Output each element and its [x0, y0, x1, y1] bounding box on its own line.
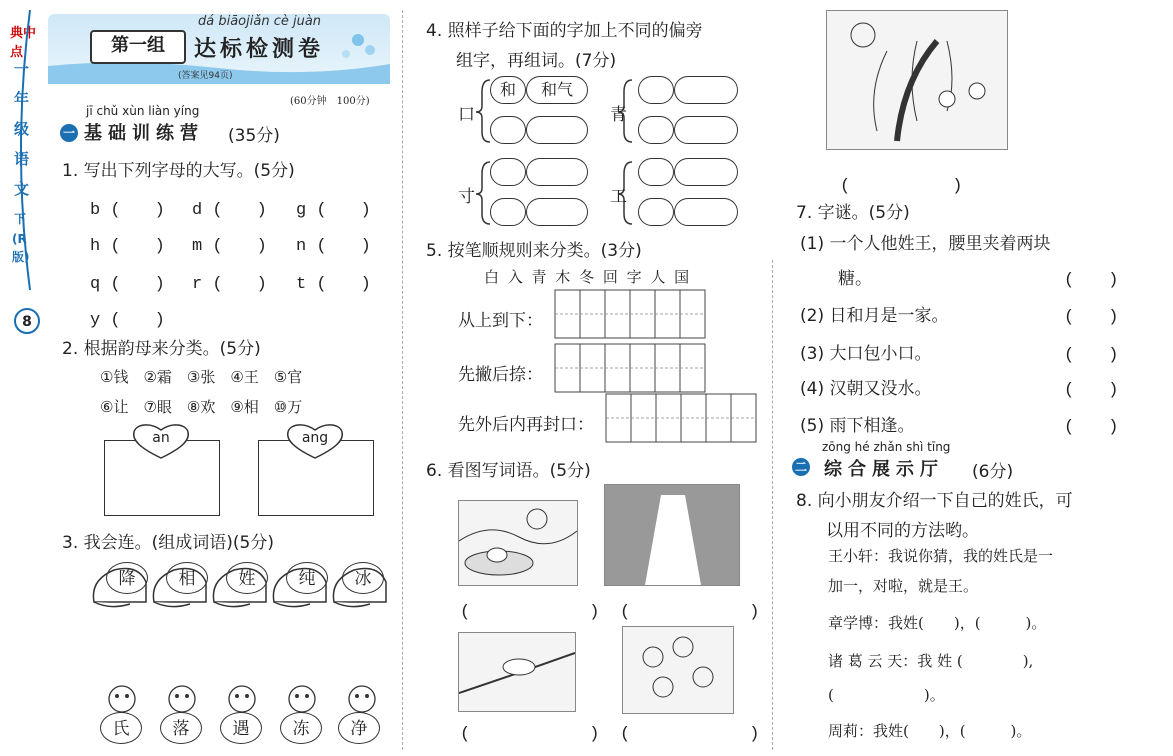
- section2-icon: 二: [792, 458, 810, 476]
- q8-text-line1: 8. 向小朋友介绍一下自己的姓氏，可: [796, 491, 1073, 511]
- side-char: 一: [14, 60, 30, 78]
- q7-answer-blank[interactable]: ( ): [1064, 418, 1119, 437]
- q4-radical-example: 和: [490, 76, 526, 104]
- willow-children-picture: [826, 10, 1008, 150]
- q7-text: 7. 字谜。(5分): [796, 203, 910, 223]
- bird-on-branch-picture: [458, 632, 576, 712]
- q2-chars-row2: ⑥让 ⑦眼 ⑧欢 ⑨相 ⑩万: [100, 398, 303, 416]
- q1-item[interactable]: r ( ): [192, 275, 267, 294]
- q5-text: 5. 按笔顺规则来分类。(3分): [426, 241, 642, 261]
- title-pinyin: dá biāojiǎn cè juàn: [198, 14, 322, 29]
- side-char: 级: [14, 120, 30, 138]
- q2-chars-row1: ①钱 ②霜 ③张 ④王 ⑤官: [100, 368, 303, 386]
- q4-char: 寸: [458, 187, 475, 207]
- q7-item: (1) 一个人他姓王，腰里夹着两块: [800, 234, 1051, 254]
- q3-bottom-char[interactable]: 净: [338, 712, 380, 744]
- q7-item: (2) 日和月是一家。: [800, 306, 949, 326]
- q7-item: (4) 汉朝又没水。: [800, 379, 932, 399]
- q5-row-label: 先外后内再封口：: [458, 415, 594, 435]
- q4-word-input[interactable]: [674, 198, 738, 226]
- answer-reference: (答案见94页): [178, 71, 233, 81]
- q3-bottom-char[interactable]: 氏: [100, 712, 142, 744]
- section1-score: (35分): [228, 126, 280, 146]
- section2-score: (6分): [972, 462, 1014, 482]
- q6-text: 6. 看图写词语。(5分): [426, 461, 591, 481]
- q5-chars: 白 入 青 木 冬 回 字 人 国: [484, 268, 692, 286]
- q8-answer-line[interactable]: 章学博：我姓( )，( )。: [828, 614, 1047, 632]
- q5-row-label: 从上到下：: [458, 311, 543, 331]
- q3-top-char[interactable]: 纯: [286, 562, 328, 594]
- side-tab-rail: [0, 0, 48, 300]
- q3-top-char[interactable]: 相: [166, 562, 208, 594]
- q1-item[interactable]: q ( ): [90, 275, 165, 294]
- q4-word-example: 和气: [526, 76, 588, 104]
- section1-icon: 一: [60, 124, 78, 142]
- q7-item-line2: 糖。: [838, 269, 872, 289]
- q4-text-line2: 组字，再组词。(7分): [456, 51, 617, 71]
- side-char: 年: [14, 90, 30, 108]
- q1-item[interactable]: g ( ): [296, 201, 371, 220]
- q1-item[interactable]: b ( ): [90, 201, 165, 220]
- q7-answer-blank[interactable]: ( ): [1064, 346, 1119, 365]
- q1-text: 1. 写出下列字母的大写。(5分): [62, 161, 295, 181]
- q6-answer-blank[interactable]: ( ): [460, 725, 600, 744]
- side-char: 文: [14, 180, 30, 198]
- q4-word-input[interactable]: [526, 116, 588, 144]
- q8-answer-line[interactable]: ( )。: [828, 686, 945, 704]
- q4-radical-input[interactable]: [638, 116, 674, 144]
- q4-char: 青: [610, 105, 627, 125]
- section2-title: 综合展示厅: [824, 459, 944, 480]
- ang-label: ang: [301, 430, 329, 446]
- section1-title: 基础训练营: [84, 123, 204, 144]
- q8-text-line2: 以用不同的方法哟。: [826, 521, 979, 541]
- q4-radical-input[interactable]: [638, 158, 674, 186]
- q5-grids[interactable]: [554, 288, 760, 448]
- q4-radical-input[interactable]: [638, 198, 674, 226]
- flowers-picture: [622, 626, 734, 714]
- q7-answer-blank[interactable]: ( ): [1064, 271, 1119, 290]
- q4-text-line1: 4. 照样子给下面的字加上不同的偏旁: [426, 21, 703, 41]
- column-divider: [772, 260, 773, 750]
- side-char: 语: [14, 150, 30, 168]
- an-label: an: [152, 430, 170, 446]
- q6-answer-blank[interactable]: ( ): [460, 603, 600, 622]
- q4-word-input[interactable]: [674, 116, 738, 144]
- page-number: 8: [14, 308, 40, 334]
- q4-radical-input[interactable]: [490, 158, 526, 186]
- q7-item: (3) 大口包小口。: [800, 344, 932, 364]
- time-score: (60分钟 100分): [290, 96, 370, 107]
- q4-word-input[interactable]: [526, 198, 588, 226]
- q7-answer-blank[interactable]: ( ): [1064, 381, 1119, 400]
- q7-item: (5) 雨下相逢。: [800, 416, 915, 436]
- group-label: 第一组: [90, 30, 186, 64]
- q3-bottom-char[interactable]: 遇: [220, 712, 262, 744]
- q7-answer-blank[interactable]: ( ): [1064, 308, 1119, 327]
- q4-char: 工: [610, 187, 627, 207]
- q1-item[interactable]: h ( ): [90, 237, 165, 256]
- q8-example-line1: 王小轩：我说你猜，我的姓氏是一: [828, 547, 1054, 565]
- section1-pinyin: jī chǔ xùn liàn yíng: [86, 104, 200, 118]
- q3-top-char[interactable]: 冰: [342, 562, 384, 594]
- q4-word-input[interactable]: [674, 76, 738, 104]
- q3-bottom-char[interactable]: 落: [160, 712, 202, 744]
- side-char: 下: [14, 212, 27, 226]
- q4-char: 口: [458, 105, 475, 125]
- q6-answer-blank[interactable]: ( ): [620, 725, 760, 744]
- duck-pond-picture: [458, 500, 578, 586]
- column-divider: [402, 10, 403, 750]
- q1-item[interactable]: m ( ): [192, 237, 267, 256]
- section2-pinyin: zōng hé zhǎn shì tīng: [822, 440, 951, 454]
- q1-item[interactable]: d ( ): [192, 201, 267, 220]
- q4-radical-input[interactable]: [490, 116, 526, 144]
- waterfall-picture: [604, 484, 740, 586]
- q3-top-char[interactable]: 降: [106, 562, 148, 594]
- q7-picture-blank[interactable]: ( ): [840, 177, 963, 196]
- q3-text: 3. 我会连。(组成词语)(5分): [62, 533, 274, 553]
- q2-text: 2. 根据韵母来分类。(5分): [62, 339, 261, 359]
- side-char: (R: [12, 232, 27, 246]
- q4-word-input[interactable]: [674, 158, 738, 186]
- q3-top-char[interactable]: 姓: [226, 562, 268, 594]
- q8-example-line2: 加一，对啦，就是王。: [828, 577, 979, 595]
- q5-row-label: 先撇后捺：: [458, 365, 543, 385]
- q1-item[interactable]: t ( ): [296, 275, 371, 294]
- side-char: 版): [12, 250, 30, 264]
- test-title: 达标检测卷: [194, 37, 325, 62]
- q1-item[interactable]: n ( ): [296, 237, 371, 256]
- q8-answer-line[interactable]: 周莉：我姓( )，( )。: [828, 722, 1032, 740]
- brand-label: 典中点: [10, 26, 37, 60]
- q4-radical-input[interactable]: [490, 198, 526, 226]
- q4-radical-input[interactable]: [638, 76, 674, 104]
- q8-answer-line[interactable]: 诸 葛 云 天：我 姓 ( ),: [828, 652, 1034, 670]
- q4-word-input[interactable]: [526, 158, 588, 186]
- q1-item[interactable]: y ( ): [90, 311, 165, 330]
- q6-answer-blank[interactable]: ( ): [620, 603, 760, 622]
- q3-bottom-char[interactable]: 冻: [280, 712, 322, 744]
- chick-faces: [100, 684, 390, 714]
